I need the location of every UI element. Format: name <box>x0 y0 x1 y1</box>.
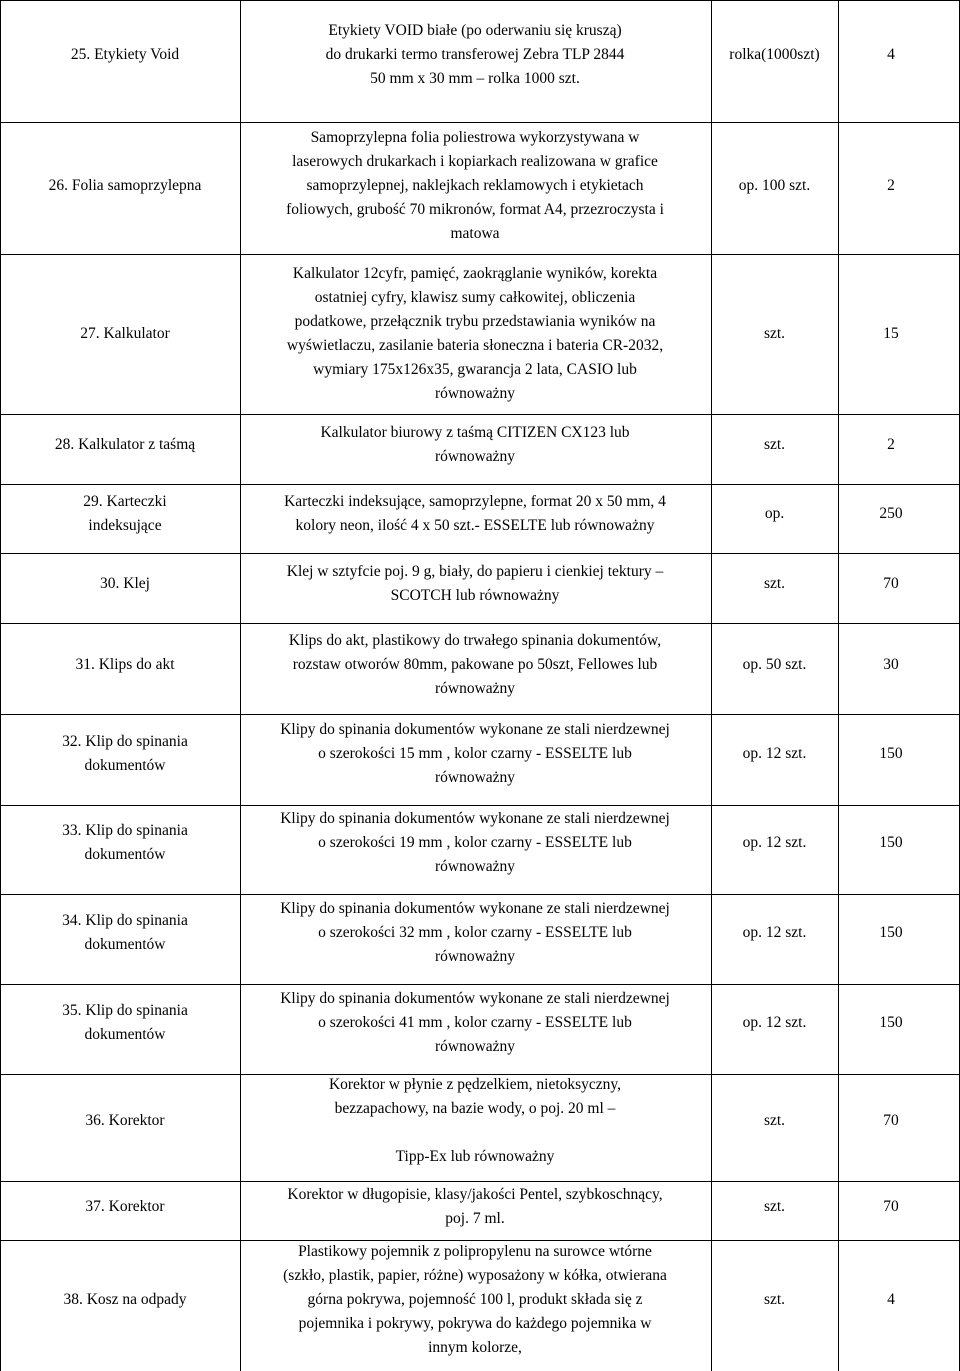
item-name: 30. Klej <box>100 575 150 592</box>
column-border <box>838 0 839 1371</box>
item-description: rozstaw otworów 80mm, pakowane po 50szt, Fellowes lub <box>292 656 658 673</box>
item-description: laserowych drukarkach i kopiarkach realizowana w grafice <box>292 153 658 170</box>
item-quantity: 70 <box>883 575 899 592</box>
item-description: SCOTCH lub równoważny <box>390 587 560 604</box>
item-unit: op. 50 szt. <box>742 656 807 673</box>
item-unit: op. 12 szt. <box>742 834 807 851</box>
item-name: dokumentów <box>84 1026 166 1043</box>
item-quantity: 4 <box>887 46 895 63</box>
item-description: równoważny <box>434 680 516 697</box>
row-border <box>0 714 960 715</box>
item-description: Klipy do spinania dokumentów wykonane ze stali nierdzewnej <box>280 721 670 738</box>
item-description: matowa <box>450 225 500 242</box>
item-description: bezzapachowy, na bazie wody, o poj. 20 ml – <box>334 1100 616 1117</box>
row-border <box>0 894 960 895</box>
item-description: do drukarki termo transferowej Zebra TLP 2844 <box>325 46 625 63</box>
item-description: Klipy do spinania dokumentów wykonane ze stali nierdzewnej <box>280 900 670 917</box>
item-description: Karteczki indeksujące, samoprzylepne, format 20 x 50 mm, 4 <box>284 493 666 510</box>
item-quantity: 2 <box>887 177 895 194</box>
item-name: 29. Karteczki <box>83 493 167 510</box>
item-name: 34. Klip do spinania <box>62 912 188 929</box>
item-description: Tipp-Ex lub równoważny <box>395 1148 555 1165</box>
item-description: o szerokości 41 mm , kolor czarny - ESSELTE lub <box>318 1014 632 1031</box>
item-name: indeksujące <box>88 517 162 534</box>
item-description: Klipy do spinania dokumentów wykonane ze stali nierdzewnej <box>280 990 670 1007</box>
row-border <box>0 984 960 985</box>
item-description: ostatniej cyfry, klawisz sumy całkowitej, obliczenia <box>314 289 636 306</box>
item-quantity: 150 <box>879 924 903 941</box>
item-unit: szt. <box>763 1291 786 1308</box>
item-unit: op. 12 szt. <box>742 745 807 762</box>
row-border <box>0 0 960 1</box>
item-description: równoważny <box>434 858 516 875</box>
item-quantity: 150 <box>879 834 903 851</box>
item-description: Kalkulator biurowy z taśmą CITIZEN CX123 lub <box>320 424 630 441</box>
item-description: równoważny <box>434 385 516 402</box>
item-description: górna pokrywa, pojemność 100 l, produkt składa się z <box>307 1291 643 1308</box>
item-quantity: 30 <box>883 656 899 673</box>
item-quantity: 15 <box>883 325 899 342</box>
item-description: Klips do akt, plastikowy do trwałego spinania dokumentów, <box>288 632 662 649</box>
item-description: foliowych, grubość 70 mikronów, format A4, przezroczysta i <box>286 201 664 218</box>
item-description: równoważny <box>434 448 516 465</box>
item-description: Korektor w długopisie, klasy/jakości Pentel, szybkoschnący, <box>287 1186 663 1203</box>
item-name: 36. Korektor <box>85 1112 165 1129</box>
item-description: o szerokości 32 mm , kolor czarny - ESSELTE lub <box>318 924 632 941</box>
item-name: dokumentów <box>84 757 166 774</box>
item-description: Klipy do spinania dokumentów wykonane ze stali nierdzewnej <box>280 810 670 827</box>
item-description: innym kolorze, <box>428 1339 522 1356</box>
row-border <box>0 1181 960 1182</box>
item-name: dokumentów <box>84 936 166 953</box>
row-border <box>0 553 960 554</box>
item-description: samoprzylepnej, naklejkach reklamowych i etykietach <box>306 177 644 194</box>
item-unit: op. <box>764 505 785 522</box>
row-border <box>0 484 960 485</box>
item-unit: szt. <box>763 325 786 342</box>
item-unit: op. 100 szt. <box>738 177 811 194</box>
item-description: Plastikowy pojemnik z polipropylenu na surowce wtórne <box>298 1243 652 1260</box>
item-quantity: 4 <box>887 1291 895 1308</box>
item-unit: szt. <box>763 1112 786 1129</box>
item-unit: op. 12 szt. <box>742 1014 807 1031</box>
item-name: 35. Klip do spinania <box>62 1002 188 1019</box>
item-description: o szerokości 19 mm , kolor czarny - ESSELTE lub <box>318 834 632 851</box>
item-name: 27. Kalkulator <box>80 325 170 342</box>
item-description: Etykiety VOID białe (po oderwaniu się kruszą) <box>328 22 622 39</box>
item-description: równoważny <box>434 769 516 786</box>
item-quantity: 70 <box>883 1112 899 1129</box>
item-name: 37. Korektor <box>85 1198 165 1215</box>
column-border <box>0 0 1 1371</box>
item-description: kolory neon, ilość 4 x 50 szt.- ESSELTE lub równoważny <box>295 517 655 534</box>
item-description: Klej w sztyfcie poj. 9 g, biały, do papieru i cienkiej tektury – <box>286 563 664 580</box>
item-description: 50 mm x 30 mm – rolka 1000 szt. <box>370 70 580 87</box>
item-name: 33. Klip do spinania <box>62 822 188 839</box>
row-border <box>0 805 960 806</box>
item-description: pojemnika i pokrywy, pokrywa do każdego pojemnika w <box>298 1315 652 1332</box>
item-description: wyświetlaczu, zasilanie bateria słoneczna i bateria CR-2032, <box>286 337 664 354</box>
item-description: poj. 7 ml. <box>445 1210 505 1227</box>
item-quantity: 70 <box>883 1198 899 1215</box>
row-border <box>0 254 960 255</box>
item-description: równoważny <box>434 948 516 965</box>
item-name: 25. Etykiety Void <box>70 46 180 63</box>
item-description: o szerokości 15 mm , kolor czarny - ESSELTE lub <box>318 745 632 762</box>
item-name: dokumentów <box>84 846 166 863</box>
item-name: 26. Folia samoprzylepna <box>48 177 202 194</box>
column-border <box>711 0 712 1371</box>
item-description: Kalkulator 12cyfr, pamięć, zaokrąglanie wyników, korekta <box>292 265 658 282</box>
row-border <box>0 623 960 624</box>
row-border <box>0 414 960 415</box>
item-description: Korektor w płynie z pędzelkiem, nietoksyczny, <box>328 1076 622 1093</box>
item-name: 32. Klip do spinania <box>62 733 188 750</box>
item-quantity: 250 <box>879 505 903 522</box>
item-unit: szt. <box>763 436 786 453</box>
item-quantity: 2 <box>887 436 895 453</box>
item-name: 31. Klips do akt <box>75 656 175 673</box>
item-quantity: 150 <box>879 745 903 762</box>
item-unit: szt. <box>763 1198 786 1215</box>
item-name: 38. Kosz na odpady <box>63 1291 187 1308</box>
item-description: (szkło, plastik, papier, różne) wyposażony w kółka, otwierana <box>283 1267 667 1284</box>
item-quantity: 150 <box>879 1014 903 1031</box>
item-description: Samoprzylepna folia poliestrowa wykorzystywana w <box>310 129 640 146</box>
item-description: równoważny <box>434 1038 516 1055</box>
item-description: wymiary 175x126x35, gwarancja 2 lata, CASIO lub <box>313 361 637 378</box>
item-unit: rolka(1000szt) <box>729 46 820 63</box>
item-description: podatkowe, przełącznik trybu przedstawiania wyników na <box>294 313 656 330</box>
row-border <box>0 122 960 123</box>
item-unit: szt. <box>763 575 786 592</box>
item-unit: op. 12 szt. <box>742 924 807 941</box>
item-name: 28. Kalkulator z taśmą <box>54 436 196 453</box>
